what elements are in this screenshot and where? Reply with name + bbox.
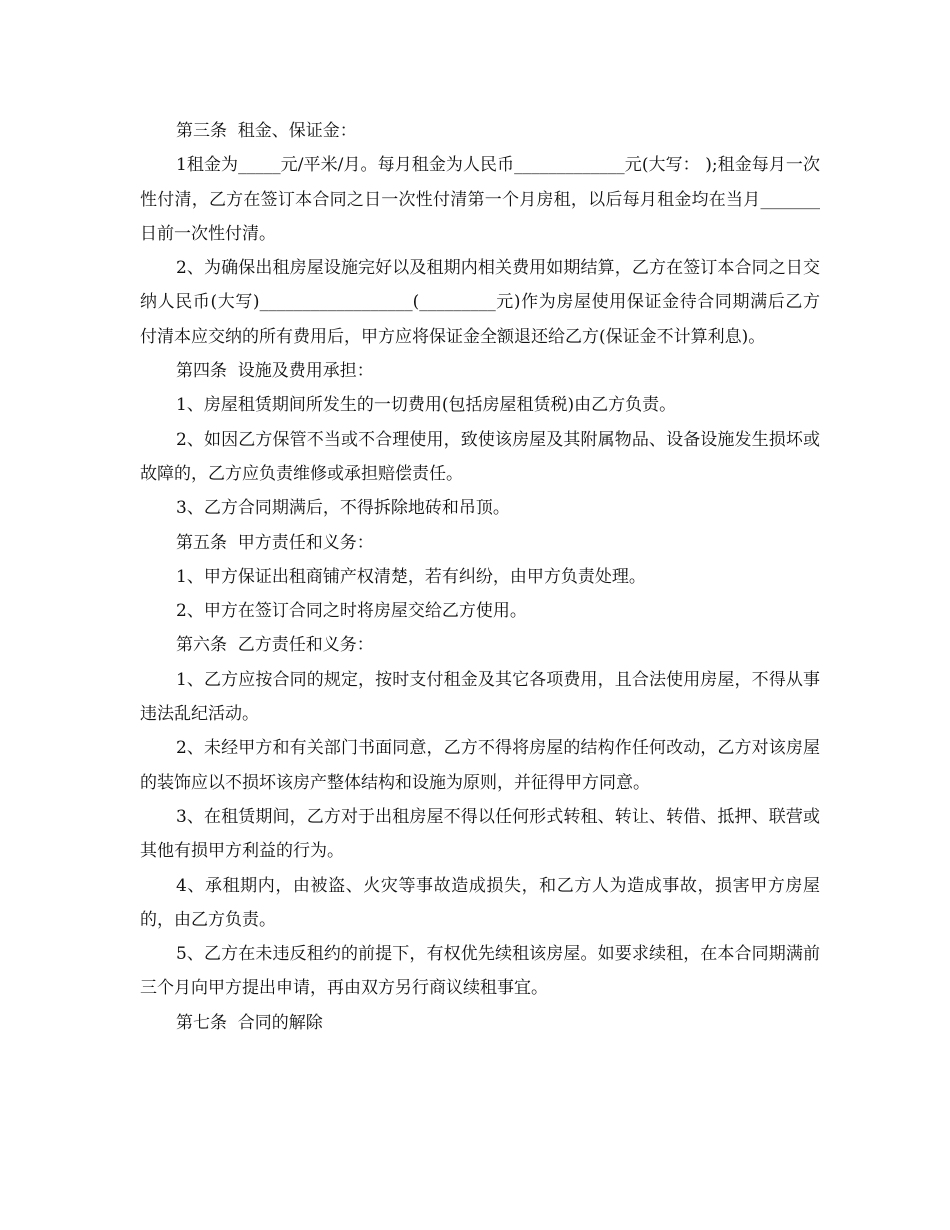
section-6-paragraph-2: 2、未经甲方和有关部门书面同意，乙方不得将房屋的结构作任何改动，乙方对该房屋的装饰应以不损坏该房产整体结构和设施为原则，并征得甲方同意。 — [140, 738, 820, 793]
section-6-paragraph-4: 4、承租期内，由被盗、火灾等事故造成损失，和乙方人为造成事故，损害甲方房屋的，由乙方负责。 — [140, 875, 820, 930]
section-5-paragraph-2: 2、甲方在签订合同之时将房屋交给乙方使用。 — [176, 601, 527, 622]
section-5-paragraph-1: 1、甲方保证出租商铺产权清楚，若有纠纷，由甲方负责处理。 — [176, 566, 646, 587]
section-4-paragraph-3: 3、乙方合同期满后，不得拆除地砖和吊顶。 — [176, 498, 510, 519]
section-3-title: 第三条 租金、保证金： — [176, 121, 357, 141]
section-3-paragraph-1: 1租金为_____元/平米/月。每月租金为人民币_____________元(大写： );租金每月一次性付清，乙方在签订本合同之日一次性付清第一个月房租，以后每月租金均在当月_______日前一次性付清。 — [140, 155, 820, 244]
section-6-paragraph-1: 1、乙方应按合同的规定，按时支付租金及其它各项费用，且合法使用房屋，不得从事违法乱纪活动。 — [140, 669, 820, 725]
section-4-paragraph-2: 2、如因乙方保管不当或不合理使用，致使该房屋及其附属物品、设备设施发生损坏或故障的，乙方应负责维修或承担赔偿责任。 — [140, 429, 820, 484]
section-7-title: 第七条 合同的解除 — [176, 1012, 323, 1033]
section-6-title: 第六条 乙方责任和义务： — [176, 635, 374, 656]
section-6-paragraph-3: 3、在租赁期间，乙方对于出租房屋不得以任何形式转租、转让、转借、抵押、联营或其他有损甲方利益的行为。 — [140, 806, 820, 862]
section-4-title: 第四条 设施及费用承担： — [176, 361, 374, 382]
document-body — [140, 114, 820, 1040]
section-3-paragraph-2: 2、为确保出租房屋设施完好以及租期内相关费用如期结算，乙方在签订本合同之日交纳人民币(大写)__________________(_________元)作为房屋使用保证金待合同期满后乙方付清本应交纳的所有费用后，甲方应将保证金全额退还给乙方(保证金不计算利息)。 — [140, 258, 820, 347]
section-5-title: 第五条 甲方责任和义务： — [176, 532, 374, 553]
section-4-paragraph-1: 1、房屋租赁期间所发生的一切费用(包括房屋租赁税)由乙方负责。 — [176, 395, 677, 416]
section-6-paragraph-5: 5、乙方在未违反租约的前提下，有权优先续租该房屋。如要求续租，在本合同期满前三个月向甲方提出申请，再由双方另行商议续租事宜。 — [140, 944, 820, 999]
